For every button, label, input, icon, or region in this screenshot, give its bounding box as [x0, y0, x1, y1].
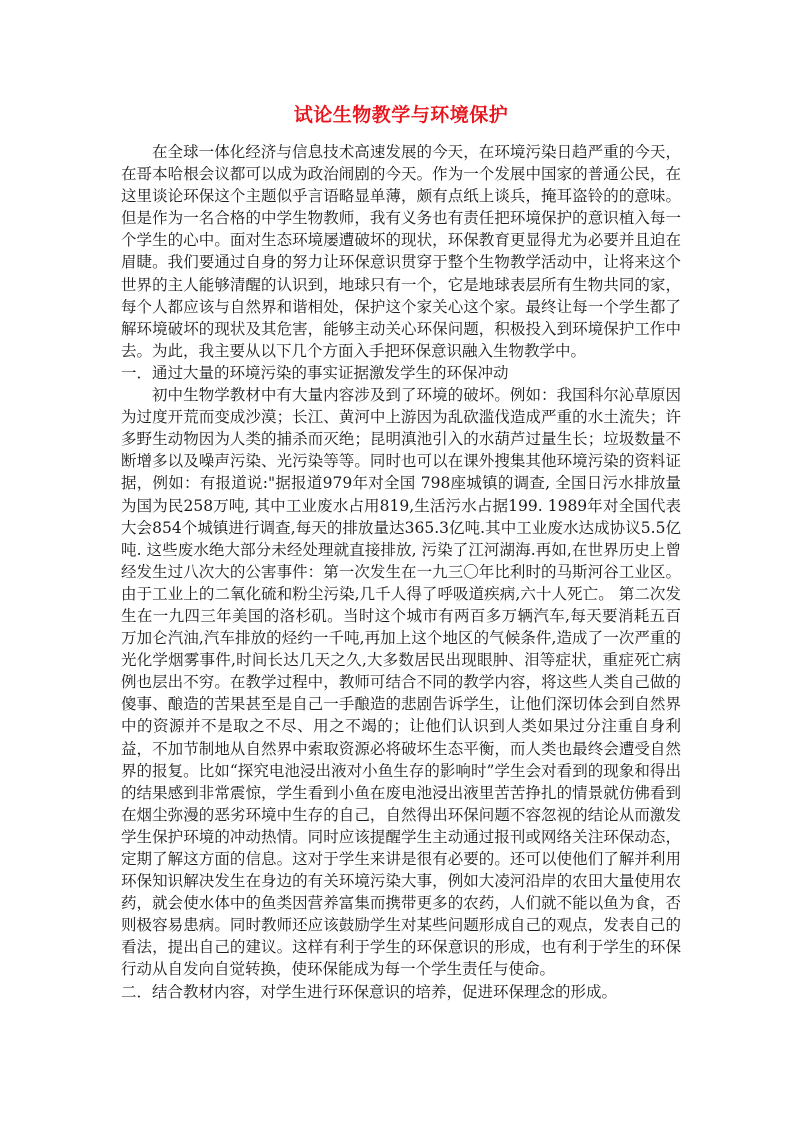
section-2-heading: 二．结合教材内容，对学生进行环保意识的培养，促进环保理念的形成。 [121, 982, 618, 1001]
document-page [121, 101, 681, 1003]
section-1-heading: 一．通过大量的环境污染的事实证据激发学生的环保冲动 [121, 363, 509, 382]
document-title: 试论生物教学与环境保护 [293, 104, 509, 126]
section-1-paragraph: 初中生物学教材中有大量内容涉及到了环境的破坏。例如：我国科尔沁草原因为过度开荒而变成沙漠；长江、黄河中上游因为乱砍滥伐造成严重的水土流失；许多野生动物因为人类的捕杀而灭绝；昆明滇池引入的水葫芦过量生长；垃圾数量不断增多以及噪声污染、光污染等等。同时也可以在课外搜集其他环境污染的资料证据，例如：有报道说:"据报道979年对全国 798座城镇的调查, 全国日污水排放量为国为民258万吨, 其中工业废水占用819,生活污水占据199. 1989年对全国代表大会854个城镇进行调查,每天的排放量达365.3亿吨.其中工业废水达成协议5.5亿吨. 这些废水绝大部分未经处理就直接排放, 污染了江河湖海.再如,在世界历史上曾经发生过八次大的公害事件：第一次发生在一九三〇年比利时的马斯河谷工业区。由于工业上的二氧化硫和粉尘污染,几千人得了呼吸道疾病,六十人死亡。 第二次发生在一九四三年美国的洛杉矶。当时这个城市有两百多万辆汽车,每天要消耗五百万加仑汽油,汽车排放的烃约一千吨,再加上这个地区的气候条件,造成了一次严重的光化学烟雾事件,时间长达几天之久,大多数居民出现眼肿、泪等症状，重症死亡病例也层出不穷。在教学过程中，教师可结合不同的教学内容，将这些人类自己做的傻事、酿造的苦果甚至是自己一手酿造的悲剧告诉学生，让他们深切体会到自然界中的资源并不是取之不尽、用之不竭的；让他们认识到人类如果过分注重自身利益，不加节制地从自然界中索取资源必将破坏生态平衡，而人类也最终会遭受自然界的报复。比如“探究电池浸出液对小鱼生存的影响时”学生会对看到的现象和得出的结果感到非常震惊，学生看到小鱼在废电池浸出液里苦苦挣扎的情景就仿佛看到在烟尘弥漫的恶劣环境中生存的自己，自然得出环保问题不容忽视的结论从而激发学生保护环境的冲动热情。同时应该提醒学生主动通过报刊或网络关注环保动态，定期了解这方面的信息。这对于学生来讲是很有必要的。还可以使他们了解并利用环保知识解决发生在身边的有关环境污染大事，例如大凌河沿岸的农田大量使用农药，就会使水体中的鱼类因营养富集而携带更多的农药，人们就不能以鱼为食，否则极容易患病。同时教师还应该鼓励学生对某些问题形成自己的观点，发表自己的看法，提出自己的建议。这样有利于学生的环保意识的形成，也有利于学生的环保行动从自发向自觉转换，使环保能成为每一个学生责任与使命。 [121, 386, 681, 979]
intro-paragraph: 在全球一体化经济与信息技术高速发展的今天，在环境污染日趋严重的今天，在哥本哈根会议都可以成为政治闹剧的今天。作为一个发展中国家的普通公民，在这里谈论环保这个主题似乎言语略显单薄，颇有点纸上谈兵，掩耳盗铃的的意味。但是作为一名合格的中学生物教师，我有义务也有责任把环境保护的意识植入每一个学生的心中。面对生态环境屡遭破坏的现状，环保教育更显得尤为必要并且迫在眉睫。我们要通过自身的努力让环保意识贯穿于整个生物教学活动中，让将来这个世界的主人能够清醒的认识到，地球只有一个，它是地球表层所有生物共同的家，每个人都应该与自然界和谐相处，保护这个家关心这个家。最终让每一个学生都了解环境破坏的现状及其危害，能够主动关心环保问题，积极投入到环境保护工作中去。为此，我主要从以下几个方面入手把环保意识融入生物教学中。 [121, 143, 681, 360]
